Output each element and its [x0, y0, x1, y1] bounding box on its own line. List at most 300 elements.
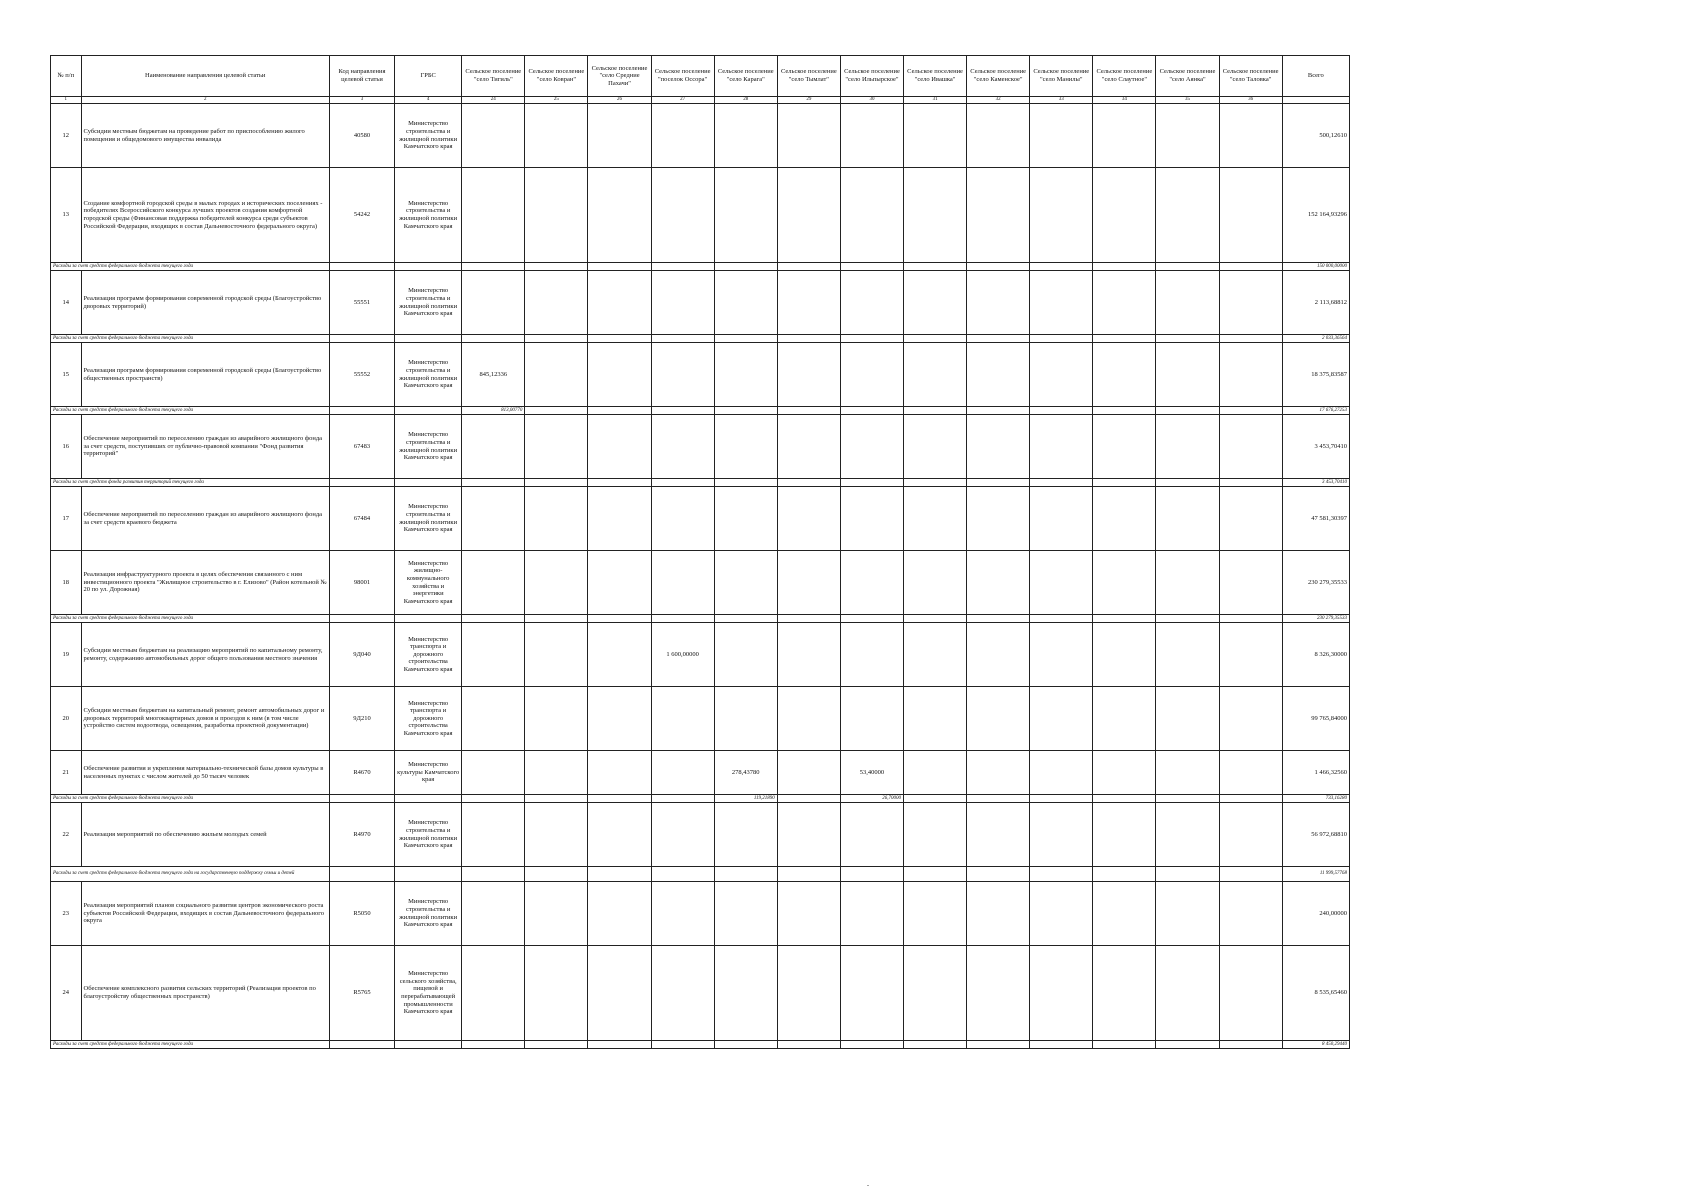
- target-code-cell: [329, 867, 394, 882]
- settlement-value-cell: [714, 867, 777, 882]
- column-number-pad: [1282, 97, 1349, 104]
- settlement-value-cell: [1219, 168, 1282, 263]
- grbs-cell: [395, 479, 462, 487]
- settlement-value-cell: [462, 104, 525, 168]
- settlement-value-cell: [714, 168, 777, 263]
- settlement-value-cell: [777, 687, 840, 751]
- table-subrow: [51, 867, 1350, 882]
- column-number: 2: [81, 97, 329, 104]
- settlement-value-cell: [525, 623, 588, 687]
- settlement-value-cell: [1030, 687, 1093, 751]
- total-cell: 56 972,68810: [1282, 803, 1349, 867]
- settlement-value-cell: [651, 795, 714, 803]
- settlement-value-cell: [525, 867, 588, 882]
- settlement-value-cell: [1093, 795, 1156, 803]
- settlement-value-cell: [904, 168, 967, 263]
- settlement-value-cell: [840, 407, 903, 415]
- total-cell: 2 033,36564: [1282, 335, 1349, 343]
- row-number-cell: 17: [51, 487, 82, 551]
- settlement-value-cell: [588, 335, 651, 343]
- settlement-value-cell: [714, 1041, 777, 1049]
- settlement-value-cell: [714, 335, 777, 343]
- settlement-value-cell: [840, 343, 903, 407]
- settlement-value-cell: [840, 168, 903, 263]
- settlement-value-cell: [1219, 623, 1282, 687]
- grbs-cell: [395, 795, 462, 803]
- grbs-cell: Министерство транспорта и дорожного строительства Камчатского края: [395, 687, 462, 751]
- settlement-value-cell: [462, 882, 525, 946]
- settlement-value-cell: [967, 168, 1030, 263]
- settlement-value-cell: [967, 551, 1030, 615]
- column-number: 30: [840, 97, 903, 104]
- settlement-value-cell: 26,70000: [840, 795, 903, 803]
- column-number: 35: [1156, 97, 1219, 104]
- settlement-value-cell: [904, 479, 967, 487]
- settlement-value-cell: [904, 946, 967, 1041]
- settlement-value-cell: [462, 551, 525, 615]
- direction-name-cell: Создание комфортной городской среды в малых городах и исторических поселениях - победителях Всероссийского конкурса лучших проектов создания комфортной городской среды (Финансовая поддержка победителей конкурса среди субъектов Российской Федерации, входящих в состав Дальневосточного федерального округа): [81, 168, 329, 263]
- direction-name-cell: Реализация мероприятий по обеспечению жильем молодых семей: [81, 803, 329, 867]
- settlement-value-cell: [714, 687, 777, 751]
- target-code-cell: [329, 407, 394, 415]
- settlement-value-cell: [1093, 615, 1156, 623]
- settlement-value-cell: [967, 946, 1030, 1041]
- target-code-cell: [329, 1041, 394, 1049]
- settlement-value-cell: [840, 803, 903, 867]
- settlement-value-cell: [1093, 803, 1156, 867]
- grbs-cell: Министерство транспорта и дорожного строительства Камчатского края: [395, 623, 462, 687]
- grbs-cell: Министерство сельского хозяйства, пищевой и перерабатывающей промышленности Камчатского края: [395, 946, 462, 1041]
- row-number-cell: 24: [51, 946, 82, 1041]
- settlement-value-cell: [651, 867, 714, 882]
- total-cell: 500,12610: [1282, 104, 1349, 168]
- settlement-value-cell: [1156, 795, 1219, 803]
- settlement-value-cell: [904, 263, 967, 271]
- row-number-cell: 19: [51, 623, 82, 687]
- table-subrow: [51, 1041, 1350, 1049]
- settlement-value-cell: [840, 687, 903, 751]
- settlement-value-cell: [651, 479, 714, 487]
- settlement-value-cell: [840, 946, 903, 1041]
- settlement-value-cell: [904, 271, 967, 335]
- column-header: Сельское поселение "село Манилы": [1030, 56, 1093, 97]
- target-code-cell: 9Д040: [329, 623, 394, 687]
- settlement-value-cell: [1219, 335, 1282, 343]
- settlement-value-cell: [777, 946, 840, 1041]
- settlement-value-cell: [462, 415, 525, 479]
- total-cell: 2 113,68812: [1282, 271, 1349, 335]
- settlement-value-cell: [588, 867, 651, 882]
- column-header: Сельское поселение "село Слаутное": [1093, 56, 1156, 97]
- settlement-value-cell: [777, 615, 840, 623]
- settlement-value-cell: [1219, 271, 1282, 335]
- column-number: 24: [462, 97, 525, 104]
- table-row: [51, 104, 1350, 168]
- settlement-value-cell: [1219, 946, 1282, 1041]
- settlement-value-cell: [588, 479, 651, 487]
- target-code-cell: 54242: [329, 168, 394, 263]
- settlement-value-cell: [1219, 407, 1282, 415]
- settlement-value-cell: [462, 946, 525, 1041]
- target-code-cell: [329, 263, 394, 271]
- direction-name-cell: Субсидии местным бюджетам на капитальный ремонт, ремонт автомобильных дорог и дворовых территорий многоквартирных домов и проездов к ним (в том числе устройство систем водоотвода, освещения, разработка проектной документации): [81, 687, 329, 751]
- grbs-cell: Министерство строительства и жилищной политики Камчатского края: [395, 271, 462, 335]
- settlement-value-cell: [1219, 751, 1282, 795]
- settlement-value-cell: [714, 803, 777, 867]
- settlement-value-cell: [967, 487, 1030, 551]
- settlement-value-cell: [525, 687, 588, 751]
- settlement-value-cell: [1030, 479, 1093, 487]
- settlement-value-cell: [525, 104, 588, 168]
- settlement-value-cell: [651, 487, 714, 551]
- settlement-value-cell: [904, 104, 967, 168]
- row-number-cell: 12: [51, 104, 82, 168]
- settlement-value-cell: 1 600,00000: [651, 623, 714, 687]
- column-number: 29: [777, 97, 840, 104]
- settlement-value-cell: [651, 343, 714, 407]
- settlement-value-cell: [1030, 271, 1093, 335]
- settlement-value-cell: [651, 882, 714, 946]
- settlement-value-cell: [777, 867, 840, 882]
- settlement-value-cell: [714, 487, 777, 551]
- settlement-value-cell: [1156, 487, 1219, 551]
- table-row: [51, 168, 1350, 263]
- settlement-value-cell: [588, 615, 651, 623]
- settlement-value-cell: [904, 867, 967, 882]
- settlement-value-cell: [1093, 882, 1156, 946]
- settlement-value-cell: [967, 343, 1030, 407]
- settlement-value-cell: [1156, 946, 1219, 1041]
- settlement-value-cell: [967, 415, 1030, 479]
- column-number: 28: [714, 97, 777, 104]
- column-number: 1: [51, 97, 82, 104]
- grbs-cell: [395, 407, 462, 415]
- total-cell: 17 676,27253: [1282, 407, 1349, 415]
- total-cell: 11 999,57768: [1282, 867, 1349, 882]
- target-code-cell: [329, 335, 394, 343]
- settlement-value-cell: [1219, 104, 1282, 168]
- settlement-value-cell: [525, 343, 588, 407]
- settlement-value-cell: [904, 687, 967, 751]
- settlement-value-cell: [840, 882, 903, 946]
- subrow-label-cell: Расходы за счет средств федерального бюджета текущего года на государственную поддержку семьи и детей: [51, 867, 330, 882]
- settlement-value-cell: [588, 803, 651, 867]
- settlement-value-cell: [651, 168, 714, 263]
- settlement-value-cell: [904, 615, 967, 623]
- subrow-label-cell: Расходы за счет средств федерального бюджета текущего года: [51, 407, 330, 415]
- column-number: 25: [525, 97, 588, 104]
- settlement-value-cell: [904, 551, 967, 615]
- settlement-value-cell: [714, 551, 777, 615]
- grbs-cell: Министерство строительства и жилищной политики Камчатского края: [395, 487, 462, 551]
- column-number-row: [51, 97, 1350, 104]
- settlement-value-cell: [462, 487, 525, 551]
- settlement-value-cell: [777, 487, 840, 551]
- settlement-value-cell: [525, 882, 588, 946]
- settlement-value-cell: [1219, 343, 1282, 407]
- column-header: Сельское поселение "село Тымлат": [777, 56, 840, 97]
- settlement-value-cell: [651, 1041, 714, 1049]
- settlement-value-cell: [840, 867, 903, 882]
- settlement-value-cell: [462, 751, 525, 795]
- settlement-value-cell: [1030, 623, 1093, 687]
- settlement-value-cell: [777, 882, 840, 946]
- settlement-value-cell: [525, 615, 588, 623]
- settlement-value-cell: [1156, 1041, 1219, 1049]
- settlement-value-cell: [904, 487, 967, 551]
- target-code-cell: 9Д210: [329, 687, 394, 751]
- settlement-value-cell: [1156, 687, 1219, 751]
- settlement-value-cell: [840, 415, 903, 479]
- settlement-value-cell: [462, 335, 525, 343]
- row-number-cell: 16: [51, 415, 82, 479]
- header-row: [51, 56, 1350, 97]
- column-number: 32: [967, 97, 1030, 104]
- column-number: 36: [1219, 97, 1282, 104]
- settlement-value-cell: [1219, 687, 1282, 751]
- settlement-value-cell: [651, 335, 714, 343]
- settlement-value-cell: [588, 104, 651, 168]
- budget-table-sheet: [50, 55, 1350, 1049]
- settlement-value-cell: [1030, 487, 1093, 551]
- settlement-value-cell: [904, 803, 967, 867]
- total-cell: 150 000,00000: [1282, 263, 1349, 271]
- settlement-value-cell: [588, 1041, 651, 1049]
- settlement-value-cell: [1093, 343, 1156, 407]
- settlement-value-cell: [588, 168, 651, 263]
- row-number-cell: 20: [51, 687, 82, 751]
- settlement-value-cell: [1156, 479, 1219, 487]
- settlement-value-cell: [525, 168, 588, 263]
- settlement-value-cell: [1093, 407, 1156, 415]
- settlement-value-cell: [525, 795, 588, 803]
- grbs-cell: Министерство строительства и жилищной политики Камчатского края: [395, 168, 462, 263]
- settlement-value-cell: 119,21890: [714, 795, 777, 803]
- settlement-value-cell: 53,40000: [840, 751, 903, 795]
- settlement-value-cell: [1093, 687, 1156, 751]
- target-code-cell: 55551: [329, 271, 394, 335]
- settlement-value-cell: [1093, 263, 1156, 271]
- settlement-value-cell: [967, 803, 1030, 867]
- column-header: Сельское поселение "село Ильпырское": [840, 56, 903, 97]
- column-header: Сельское поселение "село Ковран": [525, 56, 588, 97]
- settlement-value-cell: [840, 479, 903, 487]
- row-number-cell: 15: [51, 343, 82, 407]
- settlement-value-cell: [1219, 795, 1282, 803]
- table-subrow: [51, 615, 1350, 623]
- settlement-value-cell: [904, 407, 967, 415]
- total-cell: 733,16280: [1282, 795, 1349, 803]
- settlement-value-cell: [777, 407, 840, 415]
- target-code-cell: 40580: [329, 104, 394, 168]
- grbs-cell: Министерство строительства и жилищной политики Камчатского края: [395, 803, 462, 867]
- direction-name-cell: Обеспечение развития и укрепления материально-технической базы домов культуры в населенных пунктах с числом жителей до 50 тысяч человек: [81, 751, 329, 795]
- target-code-cell: 98001: [329, 551, 394, 615]
- settlement-value-cell: [1093, 551, 1156, 615]
- settlement-value-cell: [1156, 335, 1219, 343]
- settlement-value-cell: [1219, 415, 1282, 479]
- settlement-value-cell: [840, 263, 903, 271]
- settlement-value-cell: [651, 551, 714, 615]
- settlement-value-cell: [588, 263, 651, 271]
- settlement-value-cell: [967, 271, 1030, 335]
- direction-name-cell: Реализация мероприятий планов социального развития центров экономического роста субъектов Российской Федерации, входящих в состав Дальневосточного федерального округа: [81, 882, 329, 946]
- settlement-value-cell: [1219, 479, 1282, 487]
- settlement-value-cell: [1030, 751, 1093, 795]
- footer-mark: .: [867, 1179, 869, 1188]
- total-cell: 1 466,32560: [1282, 751, 1349, 795]
- settlement-value-cell: [525, 415, 588, 479]
- settlement-value-cell: [651, 104, 714, 168]
- settlement-value-cell: [1030, 803, 1093, 867]
- settlement-value-cell: [777, 551, 840, 615]
- grbs-cell: [395, 867, 462, 882]
- column-number: 26: [588, 97, 651, 104]
- settlement-value-cell: [714, 479, 777, 487]
- settlement-value-cell: [840, 615, 903, 623]
- table-row: [51, 803, 1350, 867]
- column-header: Сельское поселение "село Средние Пахачи": [588, 56, 651, 97]
- settlement-value-cell: [1156, 343, 1219, 407]
- column-number: 33: [1030, 97, 1093, 104]
- settlement-value-cell: [840, 623, 903, 687]
- settlement-value-cell: [714, 882, 777, 946]
- settlement-value-cell: [651, 271, 714, 335]
- direction-name-cell: Реализация программ формирования современной городской среды (Благоустройство общественных пространств): [81, 343, 329, 407]
- row-number-cell: 13: [51, 168, 82, 263]
- settlement-value-cell: [1093, 335, 1156, 343]
- settlement-value-cell: [1156, 623, 1219, 687]
- subrow-label-cell: Расходы за счет средств фонда развития территорий текущего года: [51, 479, 330, 487]
- settlement-value-cell: [714, 407, 777, 415]
- row-number-cell: 21: [51, 751, 82, 795]
- grbs-cell: [395, 615, 462, 623]
- settlement-value-cell: [588, 415, 651, 479]
- column-number: 27: [651, 97, 714, 104]
- settlement-value-cell: [525, 1041, 588, 1049]
- settlement-value-cell: [588, 751, 651, 795]
- settlement-value-cell: [1030, 551, 1093, 615]
- settlement-value-cell: [1219, 615, 1282, 623]
- total-cell: 8 450,29440: [1282, 1041, 1349, 1049]
- settlement-value-cell: [840, 1041, 903, 1049]
- settlement-value-cell: [588, 487, 651, 551]
- settlement-value-cell: [588, 795, 651, 803]
- settlement-value-cell: 813,00770: [462, 407, 525, 415]
- settlement-value-cell: [1156, 271, 1219, 335]
- settlement-value-cell: [777, 803, 840, 867]
- settlement-value-cell: [462, 867, 525, 882]
- settlement-value-cell: [651, 946, 714, 1041]
- total-cell: 8 326,30000: [1282, 623, 1349, 687]
- column-header: Сельское поселение "село Карага": [714, 56, 777, 97]
- settlement-value-cell: [967, 335, 1030, 343]
- column-number: 3: [329, 97, 394, 104]
- settlement-value-cell: [777, 795, 840, 803]
- settlement-value-cell: [967, 882, 1030, 946]
- settlement-value-cell: [462, 623, 525, 687]
- settlement-value-cell: [462, 687, 525, 751]
- settlement-value-cell: [777, 335, 840, 343]
- settlement-value-cell: [1156, 263, 1219, 271]
- settlement-value-cell: [1093, 415, 1156, 479]
- settlement-value-cell: [714, 271, 777, 335]
- settlement-value-cell: [777, 343, 840, 407]
- settlement-value-cell: [1156, 104, 1219, 168]
- settlement-value-cell: [462, 271, 525, 335]
- settlement-value-cell: [1030, 882, 1093, 946]
- subrow-label-cell: Расходы за счет средств федерального бюджета текущего года: [51, 1041, 330, 1049]
- settlement-value-cell: [1219, 263, 1282, 271]
- settlement-value-cell: [714, 104, 777, 168]
- total-cell: 230 279,35533: [1282, 615, 1349, 623]
- settlement-value-cell: [714, 615, 777, 623]
- total-cell: 240,00000: [1282, 882, 1349, 946]
- settlement-value-cell: [840, 271, 903, 335]
- grbs-cell: Министерство строительства и жилищной политики Камчатского края: [395, 104, 462, 168]
- direction-name-cell: Обеспечение мероприятий по переселению граждан из аварийного жилищного фонда за счет средств краевого бюджета: [81, 487, 329, 551]
- settlement-value-cell: [651, 751, 714, 795]
- settlement-value-cell: [588, 407, 651, 415]
- settlement-value-cell: [462, 795, 525, 803]
- settlement-value-cell: [525, 271, 588, 335]
- settlement-value-cell: [1219, 487, 1282, 551]
- settlement-value-cell: [1093, 168, 1156, 263]
- settlement-value-cell: [651, 803, 714, 867]
- settlement-value-cell: [525, 407, 588, 415]
- column-number: 31: [904, 97, 967, 104]
- settlement-value-cell: [525, 487, 588, 551]
- grbs-cell: [395, 335, 462, 343]
- subrow-label-cell: Расходы за счет средств федерального бюджета текущего года: [51, 615, 330, 623]
- row-number-cell: 18: [51, 551, 82, 615]
- settlement-value-cell: [651, 415, 714, 479]
- settlement-value-cell: [1093, 104, 1156, 168]
- target-code-cell: 67484: [329, 487, 394, 551]
- grbs-cell: Министерство культуры Камчатского края: [395, 751, 462, 795]
- settlement-value-cell: [1156, 882, 1219, 946]
- settlement-value-cell: [1093, 623, 1156, 687]
- settlement-value-cell: [967, 795, 1030, 803]
- settlement-value-cell: [1156, 615, 1219, 623]
- target-code-cell: R4670: [329, 751, 394, 795]
- settlement-value-cell: [967, 687, 1030, 751]
- settlement-value-cell: [588, 946, 651, 1041]
- settlement-value-cell: [967, 867, 1030, 882]
- settlement-value-cell: [1219, 1041, 1282, 1049]
- settlement-value-cell: [967, 407, 1030, 415]
- settlement-value-cell: [904, 623, 967, 687]
- direction-name-cell: Субсидии местным бюджетам на реализацию мероприятий по капитальному ремонту, ремонту, содержанию автомобильных дорог общего пользования местного значения: [81, 623, 329, 687]
- column-header: Наименование направления целевой статьи: [81, 56, 329, 97]
- settlement-value-cell: [1093, 271, 1156, 335]
- target-code-cell: [329, 479, 394, 487]
- settlement-value-cell: [1156, 415, 1219, 479]
- settlement-value-cell: [840, 335, 903, 343]
- settlement-value-cell: [967, 479, 1030, 487]
- column-header: Сельское поселение "село Аянка": [1156, 56, 1219, 97]
- column-header: Сельское поселение "село Таловка": [1219, 56, 1282, 97]
- settlement-value-cell: [1156, 751, 1219, 795]
- settlement-value-cell: [588, 687, 651, 751]
- direction-name-cell: Реализация инфраструктурного проекта в целях обеспечения связанного с ним инвестиционного проекта "Жилищное строительство в г. Елизово" (Район котельной № 20 по ул. Дорожная): [81, 551, 329, 615]
- settlement-value-cell: [462, 615, 525, 623]
- settlement-value-cell: [462, 803, 525, 867]
- settlement-value-cell: [904, 1041, 967, 1049]
- settlement-value-cell: [904, 415, 967, 479]
- settlement-value-cell: [904, 335, 967, 343]
- grbs-cell: Министерство строительства и жилищной политики Камчатского края: [395, 882, 462, 946]
